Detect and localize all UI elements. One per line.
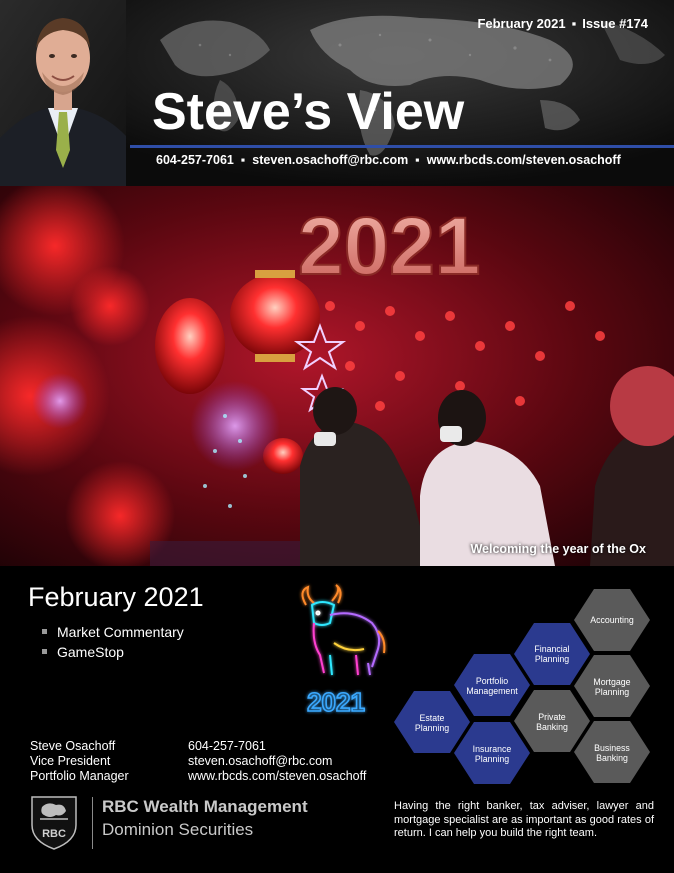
contents-item[interactable] — [42, 642, 184, 662]
advisor-website[interactable]: www.rbcds.com/steven.osachoff — [188, 769, 367, 783]
advisor-role: Vice President — [30, 754, 111, 768]
issue-date: February 2021 — [477, 16, 566, 31]
lunar-new-year-market-image — [0, 186, 674, 566]
neon-ox-icon — [284, 583, 388, 719]
contents-item-label: GameStop — [57, 644, 124, 660]
contact-separator: ▪ — [415, 153, 420, 167]
contents-heading: February 2021 — [28, 582, 204, 612]
title-divider — [130, 145, 674, 148]
hex-portfolio-management-label — [457, 676, 527, 696]
label-line: Portfolio — [475, 676, 509, 686]
label-line: Planning — [534, 654, 570, 664]
label-line: Planning — [594, 687, 630, 697]
issue-info — [477, 16, 648, 31]
contents-item-label: Market Commentary — [57, 624, 184, 640]
bullet-icon — [42, 649, 47, 654]
brand-subname: Dominion Securities — [102, 820, 254, 839]
services-hexagon-grid — [388, 586, 668, 786]
ox-year-text: 2021 — [307, 687, 365, 717]
header-website[interactable]: www.rbcds.com/steven.osachoff — [426, 153, 621, 167]
banner-2021: 2021 — [298, 201, 481, 292]
advisor-role: Portfolio Manager — [30, 769, 129, 783]
contents-item[interactable] — [42, 622, 184, 642]
hero-photo — [0, 186, 674, 566]
hex-mortgage-planning-label — [577, 677, 647, 697]
label-line: Management — [466, 686, 518, 696]
hex-private-banking-label — [517, 712, 587, 732]
issue-number: Issue #174 — [582, 16, 648, 31]
header-email[interactable]: steven.osachoff@rbc.com — [252, 153, 409, 167]
advisor-contacts — [188, 739, 366, 784]
newsletter-title: Steve’s View — [152, 83, 465, 141]
rbc-lion-shield-logo — [28, 795, 80, 851]
advisor-portrait — [0, 0, 126, 186]
label-line: Financial — [534, 644, 570, 654]
advisor-identity — [30, 739, 129, 784]
logo-text: RBC — [42, 828, 66, 840]
hex-financial-planning-label — [517, 644, 587, 664]
brand-divider — [92, 797, 93, 849]
hex-accounting-label — [577, 615, 647, 625]
label-line: Mortgage — [593, 677, 631, 687]
label-line: Estate — [419, 713, 445, 723]
label-line: Banking — [536, 722, 568, 732]
label-line: Insurance — [472, 744, 512, 754]
newsletter-header — [0, 0, 674, 186]
brand-name: RBC Wealth Management — [102, 797, 308, 816]
label-line: Planning — [474, 754, 510, 764]
label-line: Banking — [596, 753, 628, 763]
accounting-label: Accounting — [590, 615, 634, 625]
hero-caption: Welcoming the year of the Ox — [470, 542, 646, 556]
bullet-icon — [42, 629, 47, 634]
advisor-email[interactable]: steven.osachoff@rbc.com — [188, 754, 333, 768]
tagline: Having the right banker, tax adviser, lawyer and mortgage specialist are as important as good rates of return. I can help you build the right team. — [394, 800, 654, 839]
label-line: Business — [594, 743, 630, 753]
header-contact-line — [156, 153, 621, 167]
hex-business-banking-label — [577, 743, 647, 763]
issue-separator: ▪ — [571, 16, 577, 31]
header-phone[interactable]: 604-257-7061 — [156, 153, 234, 167]
advisor-name: Steve Osachoff — [30, 739, 116, 753]
hex-insurance-planning-label — [457, 744, 527, 764]
advisor-phone[interactable]: 604-257-7061 — [188, 739, 266, 753]
contents-list — [42, 622, 184, 662]
label-line: Private — [538, 712, 566, 722]
contact-separator: ▪ — [240, 153, 246, 167]
label-line: Planning — [414, 723, 450, 733]
hex-estate-planning-label — [397, 713, 467, 733]
